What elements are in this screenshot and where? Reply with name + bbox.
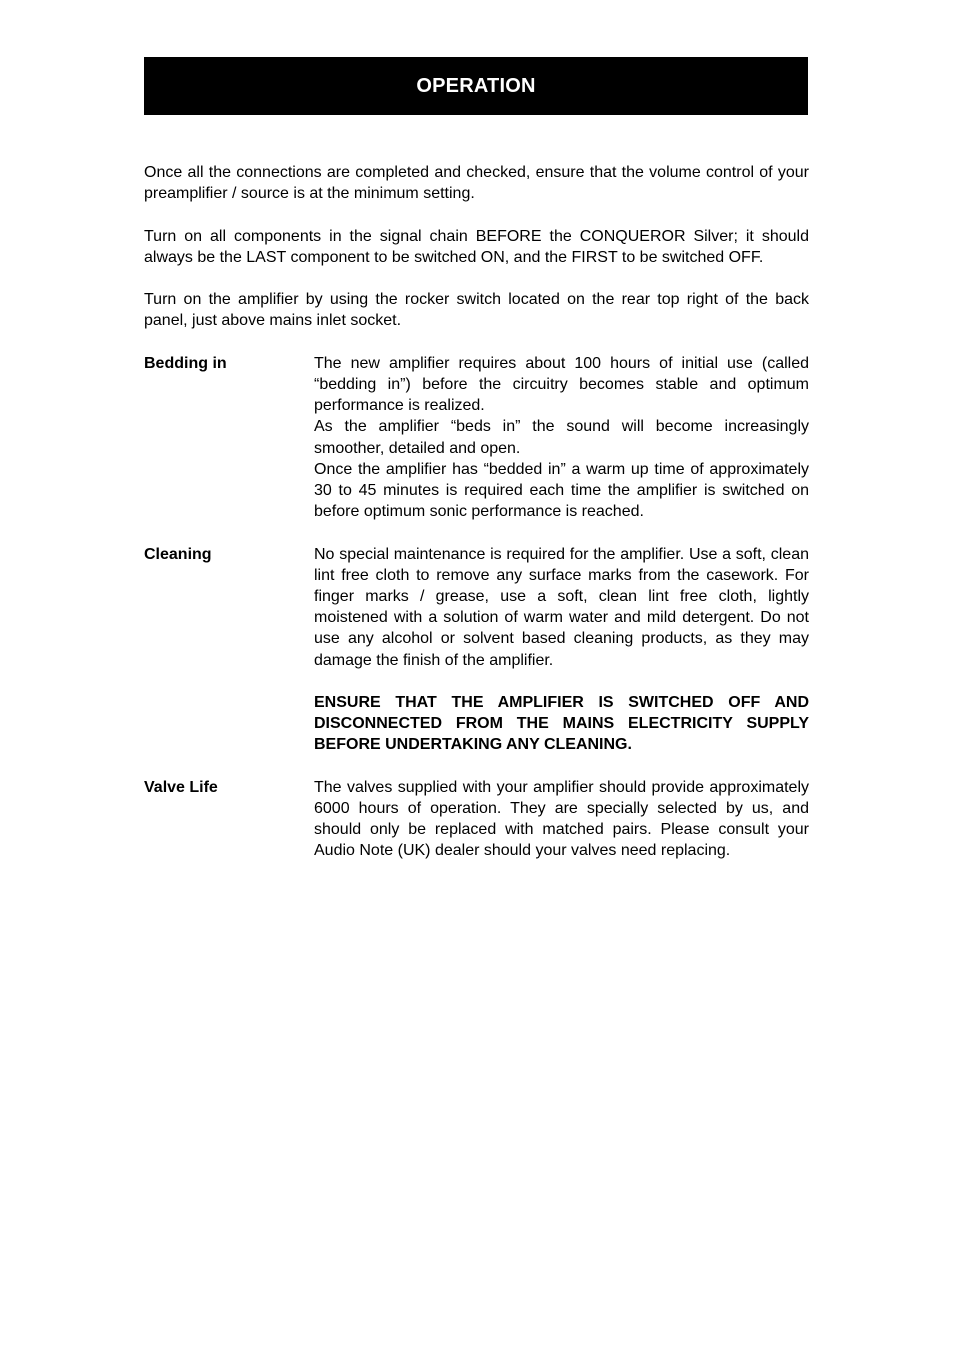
section-label: Cleaning [144, 545, 212, 563]
section-bedding-in [144, 353, 809, 523]
section-paragraph: As the amplifier “beds in” the sound will become increasingly smoother, detailed and open. [314, 418, 809, 457]
intro-paragraph-volume: Once all the connections are completed and checked, ensure that the volume control of your preamplifier / source is at the minimum setting. [144, 164, 809, 203]
section-valve-life [144, 777, 809, 862]
section-paragraph: No special maintenance is required for the amplifier. Use a soft, clean lint free cloth to remove any surface marks from the casework. For finger marks / grease, use a soft, clean lint free cloth, lightly moistened with a solution of warm water and mild detergent. Do not use any alcohol or solvent based cleaning products, as they may damage the finish of the amplifier. [314, 545, 809, 669]
intro-paragraph-rocker-switch: Turn on the amplifier by using the rocker switch located on the rear top right of the back panel, just above mains inlet socket. [144, 291, 809, 330]
section-cleaning [144, 544, 809, 756]
section-label: Valve Life [144, 778, 218, 796]
section-header-bar [144, 57, 808, 115]
section-body [314, 353, 809, 523]
cleaning-warning: ENSURE THAT THE AMPLIFIER IS SWITCHED OFF AND DISCONNECTED FROM THE MAINS ELECTRICITY SUPPLY BEFORE UNDERTAKING ANY CLEANING. [314, 694, 809, 754]
section-paragraph: The new amplifier requires about 100 hours of initial use (called “bedding in”) before the circuitry becomes stable and optimum performance is realized. [314, 354, 809, 415]
document-body [144, 162, 809, 883]
section-body [314, 777, 809, 862]
page-title: OPERATION [416, 74, 536, 97]
intro-paragraph-power-order: Turn on all components in the signal chain BEFORE the CONQUEROR Silver; it should always be the LAST component to be switched ON, and the FIRST to be switched OFF. [144, 227, 809, 266]
section-paragraph: The valves supplied with your amplifier should provide approximately 6000 hours of operation. They are specially selected by us, and should only be replaced with matched pairs. Please consult your Audio Note (UK) dealer should your valves need replacing. [314, 778, 809, 860]
section-paragraph: Once the amplifier has “bedded in” a warm up time of approximately 30 to 45 minutes is required each time the amplifier is switched on before optimum sonic performance is reached. [314, 460, 809, 521]
section-body [314, 544, 809, 756]
section-label: Bedding in [144, 354, 227, 372]
